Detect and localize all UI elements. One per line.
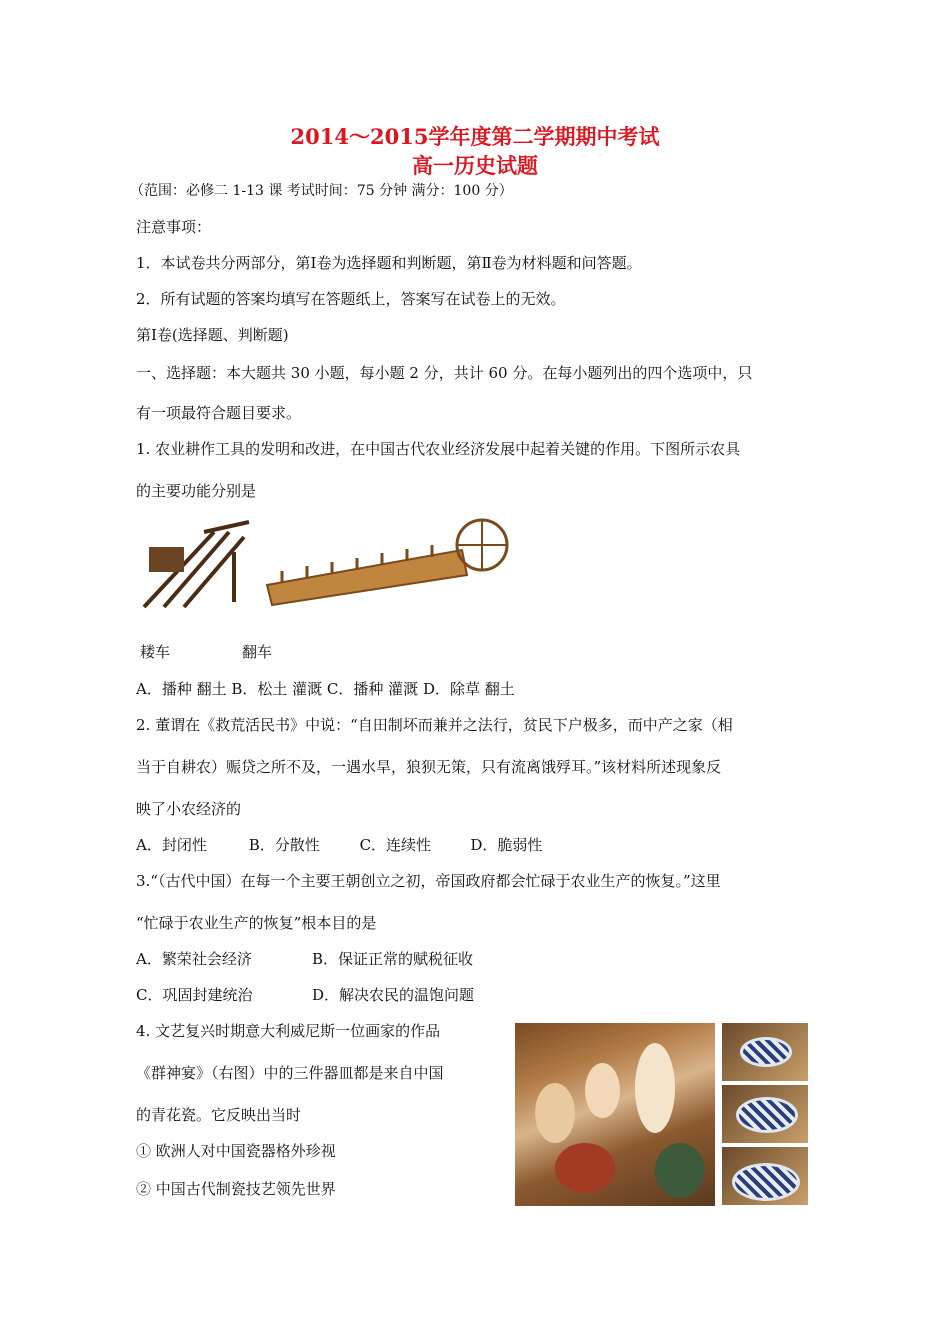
q3-option-d: D．解决农民的温饱问题: [312, 986, 475, 1004]
painting-figure: [535, 1083, 575, 1143]
q3-option-c: C．巩固封建统治: [136, 986, 253, 1004]
q3-option-b: B．保证正常的赋税征收: [312, 950, 474, 968]
porcelain-bowl-icon: [736, 1097, 798, 1133]
painting-figure: [655, 1143, 705, 1198]
q1-stem-line1: 1. 农业耕作工具的发明和改进，在中国古代农业经济发展中起着关键的作用。下图所示农具: [136, 440, 741, 458]
q2-options: [136, 834, 542, 855]
porcelain-detail-3: [722, 1147, 808, 1205]
seed-box-shape: [149, 547, 184, 572]
section-label: 第Ⅰ卷(选择题、判断题): [136, 326, 289, 344]
q2-stem-line1: 2. 董谓在《救荒活民书》中说：“自田制坏而兼并之法行，贫民下户极多，而中产之家（相: [136, 716, 733, 734]
q2-option-b: B．分散性: [248, 836, 320, 854]
q2-option-a: A．封闭性: [136, 836, 207, 854]
q4-stem-line3: 的青花瓷。它反映出当时: [136, 1106, 302, 1124]
porcelain-bowl-icon: [732, 1163, 800, 1201]
q2-option-c: C．连续性: [359, 836, 432, 854]
painting-figure: [585, 1063, 620, 1118]
exam-subtitle: 高一历史试题: [412, 153, 538, 178]
porcelain-detail-1: [722, 1023, 808, 1081]
q3-option-a: A．繁荣社会经济: [136, 950, 252, 968]
q3-stem-line2: “忙碌于农业生产的恢复”根本目的是: [136, 914, 377, 932]
q4-item-1: ① 欧洲人对中国瓷器格外珍视: [136, 1142, 336, 1160]
caption-seed-drill: 耧车: [140, 643, 171, 661]
notes-item-1: 1．本试卷共分两部分，第Ⅰ卷为选择题和判断题，第Ⅱ卷为材料题和问答题。: [136, 254, 642, 272]
q2-stem-line3: 映了小农经济的: [136, 800, 242, 818]
notes-heading: 注意事项：: [136, 218, 212, 236]
q4-stem-line2: 《群神宴》（右图）中的三件器皿都是来自中国: [136, 1064, 444, 1082]
water-lift-image: [262, 515, 517, 610]
q4-item-2: ② 中国古代制瓷技艺领先世界: [136, 1180, 336, 1198]
painting-figure: [555, 1143, 615, 1193]
seed-drill-image: [134, 512, 254, 612]
q1-options: A．播种 翻土 B．松土 灌溉 C．播种 灌溉 D．除草 翻土: [136, 680, 515, 698]
q2-option-d: D．脆弱性: [470, 836, 543, 854]
caption-water-lift: 翻车: [242, 643, 273, 661]
exam-scope: （范围：必修二 1-13 课 考试时间：75 分钟 满分：100 分）: [130, 183, 513, 199]
q3-stem-line1: 3.“（古代中国）在每一个主要王朝创立之初，帝国政府都会忙碌于农业生产的恢复。”这里: [136, 872, 721, 890]
q2-stem-line2: 当于自耕农）赈贷之所不及，一遇水旱，狼狈无策，只有流离饿殍耳。”该材料所述现象反: [136, 758, 722, 776]
section-intro-line1: 一、选择题：本大题共 30 小题，每小题 2 分，共计 60 分。在每小题列出的四个选项中，只: [136, 364, 753, 382]
painting-figure: [635, 1043, 675, 1133]
notes-item-2: 2．所有试题的答案均填写在答题纸上，答案写在试卷上的无效。: [136, 290, 566, 308]
feast-painting-image: [515, 1023, 715, 1206]
exam-title: 2014～2015学年度第二学期期中考试: [290, 124, 660, 149]
porcelain-detail-2: [722, 1085, 808, 1143]
porcelain-bowl-icon: [740, 1037, 792, 1067]
section-intro-line2: 有一项最符合题目要求。: [136, 404, 302, 422]
water-lift-trough: [267, 550, 467, 605]
q4-stem-line1: 4. 文艺复兴时期意大利威尼斯一位画家的作品: [136, 1022, 441, 1040]
q1-stem-line2: 的主要功能分别是: [136, 482, 257, 500]
